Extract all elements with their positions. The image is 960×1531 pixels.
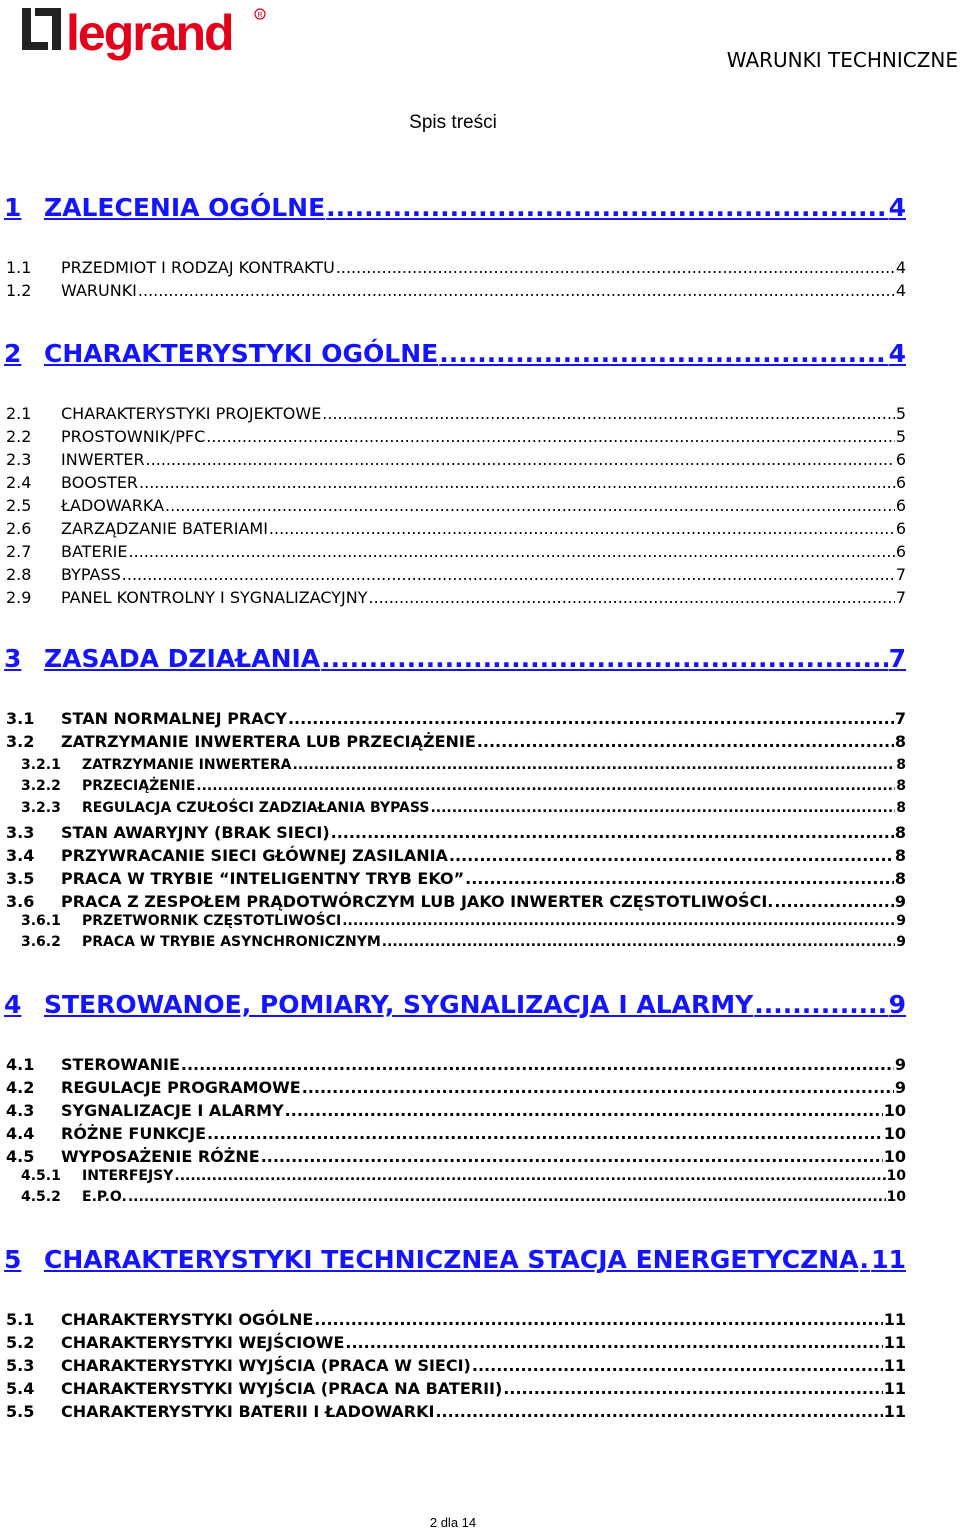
dot-leader (292, 755, 895, 776)
dot-leader (285, 1099, 883, 1122)
toc-entry-number: 2.2 (6, 427, 32, 446)
toc-entry-title: PANEL KONTROLNY I SYGNALIZACYJNY (61, 588, 368, 607)
toc-entry-number: 3.1 (6, 709, 35, 728)
toc-entry-5-5[interactable] (0, 1400, 906, 1423)
dot-leader (269, 517, 895, 540)
toc-entry-number: 4.5 (6, 1147, 35, 1166)
toc-entry-title: ŁADOWARKA (61, 496, 165, 515)
toc-entry-4-5-2[interactable] (0, 1187, 906, 1208)
toc-entry-title: WYPOSAŻENIE RÓŻNE (61, 1147, 260, 1166)
toc-entry-page: 8 (896, 800, 906, 816)
toc-entry-page: 8 (894, 869, 906, 888)
dot-leader (314, 1308, 882, 1331)
toc-entry-title: PRZYWRACANIE SIECI GŁÓWNEJ ZASILANIA (61, 846, 448, 865)
toc-entry-page: 4 (895, 258, 906, 277)
toc-entry-page: 11 (883, 1379, 906, 1398)
page-title: Spis treści (409, 112, 497, 133)
dot-leader (138, 279, 895, 302)
toc-entry-page: 11 (883, 1402, 906, 1421)
toc-entry-title: INWERTER (61, 450, 145, 469)
toc-entry-2-4[interactable] (0, 471, 906, 494)
dot-leader (860, 1245, 871, 1275)
toc-entry-page: 4 (895, 281, 906, 300)
toc-entry-title: CHARAKTERYSTYKI TECHNICZNEA STACJA ENERGETYCZNA (44, 1245, 859, 1274)
toc-entry-4-5-1[interactable] (0, 1166, 906, 1187)
toc-entry-page: 10 (883, 1147, 906, 1166)
toc-entry-5[interactable] (0, 1245, 906, 1275)
toc-entry-number: 3.6.2 (21, 934, 61, 950)
toc-entry-title: CHARAKTERYSTYKI OGÓLNE (61, 1310, 314, 1329)
toc-entry-5-1[interactable] (0, 1308, 906, 1331)
toc-entry-2-8[interactable] (0, 563, 906, 586)
toc-entry-number: 5.5 (6, 1402, 35, 1421)
toc-entry-number: 1.1 (6, 258, 32, 277)
toc-entry-3-6-1[interactable] (0, 911, 906, 932)
toc-entry-number: 3 (4, 644, 22, 673)
toc-entry-number: 5.4 (6, 1379, 35, 1398)
toc-entry-number: 1.2 (6, 281, 32, 300)
toc-entry-2-1[interactable] (0, 402, 906, 425)
logo-text: legrand (66, 5, 233, 61)
toc-entry-page: 4 (888, 193, 906, 222)
toc-entry-3-4[interactable] (0, 844, 906, 867)
toc-entry-title: STAN AWARYJNY (BRAK SIECI) (61, 823, 330, 842)
toc-entry-number: 4.2 (6, 1078, 35, 1097)
toc-entry-title: CHARAKTERYSTYKI WYJŚCIA (PRACA W SIECI) (61, 1356, 471, 1375)
dot-leader (196, 776, 895, 797)
dot-leader (321, 644, 887, 674)
toc-entry-page: 6 (895, 473, 906, 492)
toc-entry-number: 2.4 (6, 473, 32, 492)
toc-entry-3-2-2[interactable] (0, 776, 906, 797)
toc-entry-number: 5.2 (6, 1333, 35, 1352)
toc-entry-number: 3.2.2 (21, 778, 61, 794)
toc-entry-4-2[interactable] (0, 1076, 906, 1099)
toc-entry-title: CHARAKTERYSTYKI OGÓLNE (44, 339, 439, 368)
toc-entry-title: BATERIE (61, 542, 128, 561)
toc-entry-page: 10 (886, 1189, 906, 1205)
toc-entry-number: 2.3 (6, 450, 32, 469)
dot-leader (503, 1377, 882, 1400)
toc-entry-title: PRACA Z ZESPOŁEM PRĄDOTWÓRCZYM LUB JAKO INWERTER CZĘSTOTLIWOŚCI. (61, 892, 774, 911)
toc-entry-title: REGULACJA CZUŁOŚCI ZADZIAŁANIA BYPASS (82, 800, 430, 816)
svg-text:R: R (257, 12, 263, 19)
toc-entry-number: 4.4 (6, 1124, 35, 1143)
toc-entry-title: ZALECENIA OGÓLNE (44, 193, 326, 222)
toc-entry-number: 3.2 (6, 732, 35, 751)
toc-entry-1-2[interactable] (0, 279, 906, 302)
toc-entry-2[interactable] (0, 339, 906, 369)
toc-entry-title: BOOSTER (61, 473, 139, 492)
toc-entry-3-2-3[interactable] (0, 798, 906, 819)
toc-entry-number: 1 (4, 193, 22, 222)
toc-entry-2-7[interactable] (0, 540, 906, 563)
toc-entry-number: 4.5.1 (21, 1168, 61, 1184)
toc-entry-number: 2.6 (6, 519, 32, 538)
toc-entry-page: 8 (896, 757, 906, 773)
toc-entry-page: 10 (886, 1168, 906, 1184)
toc-entry-title: PRZECIĄŻENIE (82, 778, 196, 794)
toc-entry-3-2-1[interactable] (0, 755, 906, 776)
legrand-logo (22, 4, 272, 66)
toc-entry-number: 3.2.3 (21, 800, 61, 816)
toc-entry-3[interactable] (0, 644, 906, 674)
toc-entry-3-6-2[interactable] (0, 932, 906, 953)
toc-entry-number: 2.7 (6, 542, 32, 561)
dot-leader (261, 1145, 883, 1168)
dot-leader (774, 890, 894, 913)
toc-entry-number: 3.4 (6, 846, 35, 865)
toc-entry-page: 9 (894, 1078, 906, 1097)
toc-entry-page: 9 (896, 913, 906, 929)
toc-entry-title: PRZETWORNIK CZĘSTOTLIWOŚCI (82, 913, 342, 929)
toc-entry-number: 2.1 (6, 404, 32, 423)
toc-entry-number: 3.5 (6, 869, 35, 888)
toc-entry-1-1[interactable] (0, 256, 906, 279)
toc-entry-page: 6 (895, 496, 906, 515)
toc-entry-2-9[interactable] (0, 586, 906, 609)
toc-entry-2-2[interactable] (0, 425, 906, 448)
toc-entry-title: CHARAKTERYSTYKI PROJEKTOWE (61, 404, 322, 423)
toc-entry-3-5[interactable] (0, 867, 906, 890)
dot-leader (206, 425, 895, 448)
dot-leader (336, 256, 895, 279)
toc-entry-page: 9 (894, 892, 906, 911)
dot-leader (477, 730, 894, 753)
toc-entry-title: CHARAKTERYSTYKI BATERII I ŁADOWARKI (61, 1402, 435, 1421)
toc-entry-3-1[interactable] (0, 707, 906, 730)
dot-leader (439, 339, 887, 369)
toc-entry-page: 8 (894, 732, 906, 751)
dot-leader (181, 1053, 894, 1076)
toc-entry-page: 9 (896, 934, 906, 950)
toc-entry-page: 11 (883, 1310, 906, 1329)
dot-leader (430, 798, 895, 819)
toc-entry-page: 7 (895, 565, 906, 584)
toc-entry-title: CHARAKTERYSTYKI WEJŚCIOWE (61, 1333, 345, 1352)
toc-entry-title: PRACA W TRYBIE ASYNCHRONICZNYM (82, 934, 381, 950)
toc-entry-title: CHARAKTERYSTYKI WYJŚCIA (PRACA NA BATERII) (61, 1379, 503, 1398)
toc-entry-5-4[interactable] (0, 1377, 906, 1400)
toc-entry-number: 3.6 (6, 892, 35, 911)
toc-entry-title: WARUNKI (61, 281, 137, 300)
dot-leader (449, 844, 894, 867)
toc-entry-3-2[interactable] (0, 730, 906, 753)
toc-entry-number: 4 (4, 990, 22, 1019)
page-number: 2 dla 14 (429, 1515, 477, 1530)
dot-leader (465, 867, 894, 890)
toc-entry-title: ZATRZYMANIE INWERTERA (82, 757, 292, 773)
toc-entry-2-6[interactable] (0, 517, 906, 540)
dot-leader (165, 494, 895, 517)
toc-entry-number: 5.3 (6, 1356, 35, 1375)
toc-entry-page: 4 (888, 339, 906, 368)
dot-leader (472, 1354, 883, 1377)
dot-leader (435, 1400, 882, 1423)
toc-entry-page: 6 (895, 519, 906, 538)
toc-entry-number: 4.3 (6, 1101, 35, 1120)
dot-leader (382, 932, 895, 953)
toc-entry-page: 10 (883, 1101, 906, 1120)
toc-entry-number: 4.1 (6, 1055, 35, 1074)
dot-leader (368, 586, 894, 609)
dot-leader (754, 990, 887, 1020)
toc-entry-number: 2 (4, 339, 22, 368)
toc-entry-page: 7 (895, 588, 906, 607)
toc-entry-number: 2.5 (6, 496, 32, 515)
toc-entry-1[interactable] (0, 193, 906, 223)
toc-entry-page: 9 (894, 1055, 906, 1074)
toc-entry-number: 2.9 (6, 588, 32, 607)
toc-entry-page: 11 (883, 1333, 906, 1352)
toc-entry-page: 5 (895, 404, 906, 423)
toc-entry-number: 2.8 (6, 565, 32, 584)
toc-entry-page: 8 (894, 846, 906, 865)
dot-leader (174, 1166, 885, 1187)
toc-entry-4-1[interactable] (0, 1053, 906, 1076)
toc-entry-2-3[interactable] (0, 448, 906, 471)
toc-entry-title: ZATRZYMANIE INWERTERA LUB PRZECIĄŻENIE (61, 732, 476, 751)
toc-entry-5-2[interactable] (0, 1331, 906, 1354)
dot-leader (345, 1331, 882, 1354)
toc-entry-title: PRACA W TRYBIE “INTELIGENTNY TRYB EKO” (61, 869, 465, 888)
toc-entry-page: 8 (894, 823, 906, 842)
toc-entry-number: 3.6.1 (21, 913, 61, 929)
toc-entry-number: 5 (4, 1245, 22, 1274)
dot-leader (207, 1122, 883, 1145)
toc-entry-title: SYGNALIZACJE I ALARMY (61, 1101, 284, 1120)
toc-entry-title: STAN NORMALNEJ PRACY (61, 709, 287, 728)
toc-entry-page: 9 (888, 990, 906, 1019)
toc-entry-number: 5.1 (6, 1310, 35, 1329)
toc-entry-page: 7 (894, 709, 906, 728)
dot-leader (342, 911, 895, 932)
toc-entry-3-6[interactable] (0, 890, 906, 913)
toc-entry-page: 7 (888, 644, 906, 673)
header-document-type: WARUNKI TECHNICZNE (726, 48, 958, 72)
toc-entry-title: INTERFEJSY (82, 1168, 174, 1184)
toc-entry-page: 11 (883, 1356, 906, 1375)
dot-leader (288, 707, 894, 730)
toc-entry-title: PROSTOWNIK/PFC (61, 427, 206, 446)
toc-entry-title: RÓŻNE FUNKCJE (61, 1124, 207, 1143)
toc-entry-page: 6 (895, 450, 906, 469)
toc-entry-4-4[interactable] (0, 1122, 906, 1145)
toc-entry-title: E.P.O. (82, 1189, 127, 1205)
toc-entry-4-5[interactable] (0, 1145, 906, 1168)
toc-entry-number: 4.5.2 (21, 1189, 61, 1205)
dot-leader (322, 402, 895, 425)
toc-entry-title: ZARZĄDZANIE BATERIAMI (61, 519, 268, 538)
toc-entry-2-5[interactable] (0, 494, 906, 517)
toc-entry-title: BYPASS (61, 565, 121, 584)
toc-entry-page: 10 (883, 1124, 906, 1143)
toc-entry-number: 3.2.1 (21, 757, 61, 773)
toc-entry-3-3[interactable] (0, 821, 906, 844)
dot-leader (326, 193, 887, 223)
toc-entry-4-3[interactable] (0, 1099, 906, 1122)
dot-leader (331, 821, 894, 844)
toc-entry-title: ZASADA DZIAŁANIA (44, 644, 321, 673)
toc-entry-5-3[interactable] (0, 1354, 906, 1377)
toc-entry-4[interactable] (0, 990, 906, 1020)
dot-leader (122, 563, 895, 586)
dot-leader (146, 448, 895, 471)
dot-leader (128, 1187, 886, 1208)
dot-leader (129, 540, 895, 563)
toc-entry-number: 3.3 (6, 823, 35, 842)
toc-entry-title: STEROWANOE, POMIARY, SYGNALIZACJA I ALARMY (44, 990, 754, 1019)
toc-entry-title: PRZEDMIOT I RODZAJ KONTRAKTU (61, 258, 335, 277)
toc-entry-page: 5 (895, 427, 906, 446)
toc-entry-title: REGULACJE PROGRAMOWE (61, 1078, 301, 1097)
dot-leader (302, 1076, 894, 1099)
dot-leader (139, 471, 895, 494)
toc-entry-page: 11 (871, 1245, 906, 1274)
toc-entry-page: 6 (895, 542, 906, 561)
toc-entry-page: 8 (896, 778, 906, 794)
toc-entry-title: STEROWANIE (61, 1055, 180, 1074)
